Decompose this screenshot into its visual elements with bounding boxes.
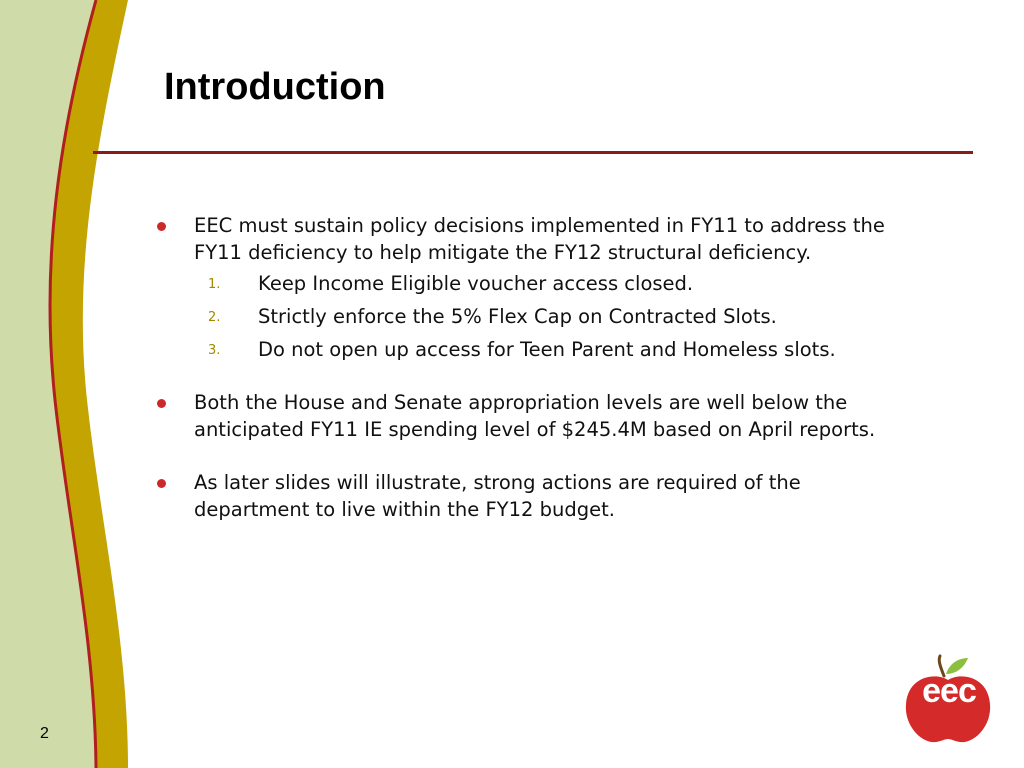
bullet-dot-icon bbox=[157, 399, 166, 408]
numbered-item bbox=[194, 303, 885, 330]
numbered-item bbox=[194, 270, 885, 297]
logo-text: eec bbox=[922, 672, 976, 710]
bullet-item bbox=[155, 389, 885, 443]
bullet-text: As later slides will illustrate, strong actions are required of the department to live within the FY12 budget. bbox=[194, 471, 801, 521]
bullet-item bbox=[155, 212, 885, 363]
bullet-dot-icon bbox=[157, 479, 166, 488]
item-number: 2. bbox=[208, 310, 221, 325]
slide-content bbox=[155, 212, 885, 523]
item-text: Do not open up access for Teen Parent and Homeless slots. bbox=[258, 338, 836, 361]
numbered-item bbox=[194, 336, 885, 363]
slide-title: Introduction bbox=[164, 66, 386, 108]
page-number: 2 bbox=[40, 725, 49, 742]
item-number: 3. bbox=[208, 343, 221, 358]
bullet-text: Both the House and Senate appropriation levels are well below the anticipated FY11 IE spending level of $245.4M based on April reports. bbox=[194, 391, 876, 441]
item-number: 1. bbox=[208, 277, 221, 292]
numbered-list bbox=[194, 270, 885, 363]
item-text: Keep Income Eligible voucher access closed. bbox=[258, 272, 694, 295]
bullet-dot-icon bbox=[157, 222, 166, 231]
bullet-text: EEC must sustain policy decisions implemented in FY11 to address the FY11 deficiency to help mitigate the FY12 structural deficiency. bbox=[194, 214, 885, 264]
left-wave-decoration bbox=[0, 0, 140, 768]
bullet-item bbox=[155, 469, 885, 523]
item-text: Strictly enforce the 5% Flex Cap on Contracted Slots. bbox=[258, 305, 777, 328]
title-divider bbox=[93, 151, 973, 154]
